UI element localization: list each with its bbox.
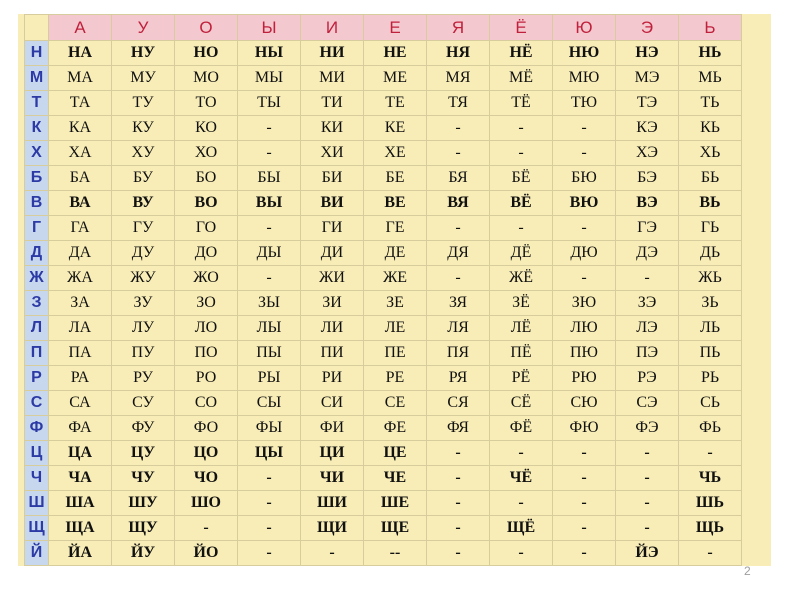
- syllable-cell: ШЬ: [679, 491, 742, 516]
- consonant-header: Щ: [25, 516, 49, 541]
- syllable-cell: МЫ: [238, 66, 301, 91]
- syllable-cell: СО: [175, 391, 238, 416]
- consonant-header: Б: [25, 166, 49, 191]
- syllable-cell: ТЭ: [616, 91, 679, 116]
- syllable-row: [25, 216, 742, 241]
- syllable-cell: ХЕ: [364, 141, 427, 166]
- syllable-cell: -: [238, 466, 301, 491]
- syllable-cell: -: [238, 491, 301, 516]
- consonant-header: Р: [25, 366, 49, 391]
- syllable-row: [25, 541, 742, 566]
- syllable-cell: ЗЁ: [490, 291, 553, 316]
- syllable-cell: ЗЭ: [616, 291, 679, 316]
- syllable-cell: -: [553, 466, 616, 491]
- vowel-header: Э: [616, 15, 679, 41]
- syllable-cell: БЮ: [553, 166, 616, 191]
- consonant-header: Д: [25, 241, 49, 266]
- syllable-cell: МА: [49, 66, 112, 91]
- syllable-row: [25, 341, 742, 366]
- syllable-row: [25, 391, 742, 416]
- consonant-header: Н: [25, 41, 49, 66]
- vowel-header: Е: [364, 15, 427, 41]
- consonant-header: Х: [25, 141, 49, 166]
- syllable-row: [25, 66, 742, 91]
- syllable-cell: -: [553, 116, 616, 141]
- syllable-cell: -: [238, 216, 301, 241]
- syllable-cell: ЩЕ: [364, 516, 427, 541]
- syllable-row: [25, 316, 742, 341]
- syllable-cell: ПИ: [301, 341, 364, 366]
- vowel-header-row: [25, 15, 742, 41]
- syllable-cell: МУ: [112, 66, 175, 91]
- syllable-cell: НЬ: [679, 41, 742, 66]
- syllable-cell: -: [490, 116, 553, 141]
- corner-cell: [25, 15, 49, 41]
- vowel-header: А: [49, 15, 112, 41]
- syllable-cell: СЕ: [364, 391, 427, 416]
- syllable-cell: ЦУ: [112, 441, 175, 466]
- syllable-cell: -: [427, 541, 490, 566]
- syllable-cell: ПО: [175, 341, 238, 366]
- syllable-cell: -: [427, 216, 490, 241]
- syllable-cell: ЧУ: [112, 466, 175, 491]
- syllable-cell: ДЫ: [238, 241, 301, 266]
- syllable-cell: МО: [175, 66, 238, 91]
- syllable-cell: ГА: [49, 216, 112, 241]
- syllable-cell: ДЬ: [679, 241, 742, 266]
- syllable-cell: РО: [175, 366, 238, 391]
- syllable-cell: БА: [49, 166, 112, 191]
- syllable-cell: -: [238, 116, 301, 141]
- syllable-cell: СЬ: [679, 391, 742, 416]
- syllable-cell: ФЬ: [679, 416, 742, 441]
- syllable-cell: -: [490, 441, 553, 466]
- syllable-cell: -: [238, 516, 301, 541]
- vowel-header: Ы: [238, 15, 301, 41]
- syllable-cell: -: [427, 491, 490, 516]
- syllable-cell: ПА: [49, 341, 112, 366]
- syllable-row: [25, 166, 742, 191]
- syllable-cell: ЖЕ: [364, 266, 427, 291]
- syllable-cell: ГО: [175, 216, 238, 241]
- consonant-header: Ж: [25, 266, 49, 291]
- syllable-cell: БЫ: [238, 166, 301, 191]
- syllable-cell: ВЬ: [679, 191, 742, 216]
- syllable-cell: КО: [175, 116, 238, 141]
- syllable-cell: РЁ: [490, 366, 553, 391]
- consonant-header: Ш: [25, 491, 49, 516]
- syllable-cell: -: [553, 441, 616, 466]
- syllable-cell: ФЭ: [616, 416, 679, 441]
- vowel-header: У: [112, 15, 175, 41]
- syllable-cell: СЫ: [238, 391, 301, 416]
- syllable-cell: ЧИ: [301, 466, 364, 491]
- vowel-header: И: [301, 15, 364, 41]
- syllable-cell: ЛА: [49, 316, 112, 341]
- syllable-cell: -: [679, 541, 742, 566]
- syllable-cell: МЕ: [364, 66, 427, 91]
- syllable-cell: МЮ: [553, 66, 616, 91]
- syllable-table: [24, 14, 742, 566]
- syllable-cell: КЭ: [616, 116, 679, 141]
- syllable-cell: ГЬ: [679, 216, 742, 241]
- syllable-cell: СИ: [301, 391, 364, 416]
- syllable-cell: ЖЁ: [490, 266, 553, 291]
- syllable-cell: НЕ: [364, 41, 427, 66]
- syllable-cell: ЗУ: [112, 291, 175, 316]
- syllable-cell: РЮ: [553, 366, 616, 391]
- syllable-cell: ЙУ: [112, 541, 175, 566]
- syllable-cell: НУ: [112, 41, 175, 66]
- syllable-cell: ХЬ: [679, 141, 742, 166]
- syllable-cell: ФЫ: [238, 416, 301, 441]
- syllable-cell: ГЕ: [364, 216, 427, 241]
- syllable-row: [25, 441, 742, 466]
- syllable-cell: ФИ: [301, 416, 364, 441]
- syllable-cell: РЭ: [616, 366, 679, 391]
- syllable-rows: [25, 41, 742, 566]
- syllable-cell: ГИ: [301, 216, 364, 241]
- consonant-header: Т: [25, 91, 49, 116]
- syllable-cell: КЕ: [364, 116, 427, 141]
- syllable-row: [25, 91, 742, 116]
- syllable-cell: ЧЁ: [490, 466, 553, 491]
- syllable-cell: РУ: [112, 366, 175, 391]
- syllable-cell: БЕ: [364, 166, 427, 191]
- syllable-cell: НЭ: [616, 41, 679, 66]
- syllable-cell: ТА: [49, 91, 112, 116]
- syllable-cell: -: [427, 141, 490, 166]
- syllable-cell: -: [616, 266, 679, 291]
- syllable-cell: -: [427, 516, 490, 541]
- syllable-cell: ТЫ: [238, 91, 301, 116]
- syllable-cell: ТУ: [112, 91, 175, 116]
- syllable-cell: -: [616, 491, 679, 516]
- syllable-cell: ПЫ: [238, 341, 301, 366]
- syllable-cell: ПЮ: [553, 341, 616, 366]
- syllable-cell: ХА: [49, 141, 112, 166]
- slide-number: 2: [744, 564, 751, 578]
- syllable-row: [25, 491, 742, 516]
- syllable-cell: ЛУ: [112, 316, 175, 341]
- syllable-row: [25, 291, 742, 316]
- syllable-cell: БЯ: [427, 166, 490, 191]
- syllable-cell: ТО: [175, 91, 238, 116]
- syllable-cell: СЁ: [490, 391, 553, 416]
- syllable-cell: ДЮ: [553, 241, 616, 266]
- syllable-cell: РА: [49, 366, 112, 391]
- syllable-cell: ЧО: [175, 466, 238, 491]
- syllable-cell: -: [427, 466, 490, 491]
- syllable-cell: ГУ: [112, 216, 175, 241]
- vowel-header: Ё: [490, 15, 553, 41]
- syllable-cell: ЩА: [49, 516, 112, 541]
- syllable-cell: -: [679, 441, 742, 466]
- syllable-cell: БЬ: [679, 166, 742, 191]
- syllable-row: [25, 116, 742, 141]
- syllable-cell: НЫ: [238, 41, 301, 66]
- syllable-cell: -: [490, 216, 553, 241]
- syllable-row: [25, 266, 742, 291]
- syllable-cell: ДЕ: [364, 241, 427, 266]
- syllable-cell: -: [616, 441, 679, 466]
- syllable-row: [25, 416, 742, 441]
- syllable-cell: ТЮ: [553, 91, 616, 116]
- syllable-cell: ЦЕ: [364, 441, 427, 466]
- vowel-header: О: [175, 15, 238, 41]
- syllable-cell: ЩУ: [112, 516, 175, 541]
- syllable-cell: ЖА: [49, 266, 112, 291]
- syllable-cell: ХУ: [112, 141, 175, 166]
- syllable-cell: ТЁ: [490, 91, 553, 116]
- syllable-cell: РЯ: [427, 366, 490, 391]
- syllable-cell: ДЯ: [427, 241, 490, 266]
- consonant-header: Л: [25, 316, 49, 341]
- syllable-sheet: [18, 14, 771, 566]
- syllable-cell: ДУ: [112, 241, 175, 266]
- syllable-cell: ША: [49, 491, 112, 516]
- syllable-cell: -: [616, 466, 679, 491]
- syllable-cell: ПЬ: [679, 341, 742, 366]
- syllable-cell: ЗЕ: [364, 291, 427, 316]
- syllable-cell: БЁ: [490, 166, 553, 191]
- syllable-cell: ФУ: [112, 416, 175, 441]
- syllable-cell: --: [364, 541, 427, 566]
- syllable-cell: ЧЬ: [679, 466, 742, 491]
- syllable-cell: БИ: [301, 166, 364, 191]
- consonant-header: М: [25, 66, 49, 91]
- syllable-cell: ПЕ: [364, 341, 427, 366]
- syllable-cell: НА: [49, 41, 112, 66]
- syllable-cell: МЬ: [679, 66, 742, 91]
- syllable-cell: ХО: [175, 141, 238, 166]
- syllable-cell: НИ: [301, 41, 364, 66]
- syllable-cell: РЬ: [679, 366, 742, 391]
- syllable-cell: ВИ: [301, 191, 364, 216]
- syllable-cell: ЛЭ: [616, 316, 679, 341]
- syllable-cell: СЭ: [616, 391, 679, 416]
- consonant-header: В: [25, 191, 49, 216]
- syllable-cell: ЧЕ: [364, 466, 427, 491]
- syllable-cell: БО: [175, 166, 238, 191]
- syllable-cell: -: [616, 516, 679, 541]
- syllable-cell: НЮ: [553, 41, 616, 66]
- syllable-cell: ДИ: [301, 241, 364, 266]
- syllable-cell: ФЯ: [427, 416, 490, 441]
- syllable-cell: ЗО: [175, 291, 238, 316]
- syllable-cell: РЕ: [364, 366, 427, 391]
- syllable-cell: ЩЁ: [490, 516, 553, 541]
- syllable-cell: СА: [49, 391, 112, 416]
- syllable-cell: КЬ: [679, 116, 742, 141]
- syllable-cell: ХЭ: [616, 141, 679, 166]
- syllable-cell: -: [238, 541, 301, 566]
- syllable-cell: -: [553, 216, 616, 241]
- syllable-row: [25, 41, 742, 66]
- syllable-cell: -: [175, 516, 238, 541]
- vowel-header: Я: [427, 15, 490, 41]
- syllable-cell: ЦИ: [301, 441, 364, 466]
- syllable-row: [25, 241, 742, 266]
- syllable-cell: ЗЫ: [238, 291, 301, 316]
- consonant-header: Ц: [25, 441, 49, 466]
- syllable-cell: -: [427, 116, 490, 141]
- syllable-cell: -: [301, 541, 364, 566]
- syllable-cell: -: [553, 516, 616, 541]
- syllable-cell: ТЬ: [679, 91, 742, 116]
- consonant-header: П: [25, 341, 49, 366]
- syllable-cell: ЛЯ: [427, 316, 490, 341]
- syllable-cell: СЮ: [553, 391, 616, 416]
- syllable-cell: ЛО: [175, 316, 238, 341]
- syllable-cell: ЖО: [175, 266, 238, 291]
- syllable-cell: -: [553, 491, 616, 516]
- syllable-cell: ВО: [175, 191, 238, 216]
- syllable-cell: ЩИ: [301, 516, 364, 541]
- syllable-cell: ЛИ: [301, 316, 364, 341]
- syllable-cell: -: [553, 141, 616, 166]
- syllable-cell: КУ: [112, 116, 175, 141]
- syllable-cell: НЁ: [490, 41, 553, 66]
- syllable-cell: ЗЬ: [679, 291, 742, 316]
- syllable-cell: ДЁ: [490, 241, 553, 266]
- syllable-cell: ВЕ: [364, 191, 427, 216]
- syllable-cell: ЖЬ: [679, 266, 742, 291]
- consonant-header: Г: [25, 216, 49, 241]
- syllable-cell: ФЕ: [364, 416, 427, 441]
- syllable-row: [25, 466, 742, 491]
- syllable-cell: ХИ: [301, 141, 364, 166]
- syllable-row: [25, 516, 742, 541]
- syllable-cell: ДО: [175, 241, 238, 266]
- syllable-cell: ЗЮ: [553, 291, 616, 316]
- syllable-cell: ЦА: [49, 441, 112, 466]
- syllable-cell: ВЫ: [238, 191, 301, 216]
- syllable-cell: ЦЫ: [238, 441, 301, 466]
- syllable-cell: ВУ: [112, 191, 175, 216]
- consonant-header: Й: [25, 541, 49, 566]
- syllable-cell: ФЮ: [553, 416, 616, 441]
- consonant-header: Ф: [25, 416, 49, 441]
- syllable-cell: ШИ: [301, 491, 364, 516]
- syllable-cell: ШУ: [112, 491, 175, 516]
- syllable-cell: КИ: [301, 116, 364, 141]
- syllable-cell: ВА: [49, 191, 112, 216]
- syllable-cell: -: [553, 266, 616, 291]
- syllable-cell: ПУ: [112, 341, 175, 366]
- syllable-cell: ПЭ: [616, 341, 679, 366]
- syllable-cell: ВЯ: [427, 191, 490, 216]
- consonant-header: С: [25, 391, 49, 416]
- syllable-cell: ФА: [49, 416, 112, 441]
- syllable-cell: ЦО: [175, 441, 238, 466]
- syllable-cell: МЭ: [616, 66, 679, 91]
- syllable-cell: -: [238, 141, 301, 166]
- syllable-cell: ШО: [175, 491, 238, 516]
- syllable-cell: НЯ: [427, 41, 490, 66]
- syllable-cell: -: [490, 541, 553, 566]
- syllable-cell: МИ: [301, 66, 364, 91]
- syllable-cell: -: [490, 491, 553, 516]
- syllable-cell: МЯ: [427, 66, 490, 91]
- syllable-cell: ЛЁ: [490, 316, 553, 341]
- syllable-cell: ВЁ: [490, 191, 553, 216]
- syllable-cell: ЗИ: [301, 291, 364, 316]
- syllable-cell: ЖУ: [112, 266, 175, 291]
- vowel-header: Ь: [679, 15, 742, 41]
- syllable-cell: РИ: [301, 366, 364, 391]
- syllable-cell: ТЕ: [364, 91, 427, 116]
- syllable-cell: СЯ: [427, 391, 490, 416]
- syllable-cell: ЛЫ: [238, 316, 301, 341]
- syllable-cell: ВЮ: [553, 191, 616, 216]
- syllable-cell: ТИ: [301, 91, 364, 116]
- vowel-header: Ю: [553, 15, 616, 41]
- syllable-cell: ЗА: [49, 291, 112, 316]
- syllable-row: [25, 141, 742, 166]
- syllable-cell: ЩЬ: [679, 516, 742, 541]
- syllable-cell: БУ: [112, 166, 175, 191]
- syllable-cell: РЫ: [238, 366, 301, 391]
- syllable-cell: БЭ: [616, 166, 679, 191]
- syllable-cell: ЙЭ: [616, 541, 679, 566]
- syllable-cell: ЧА: [49, 466, 112, 491]
- syllable-cell: ФО: [175, 416, 238, 441]
- syllable-cell: ДА: [49, 241, 112, 266]
- consonant-header: З: [25, 291, 49, 316]
- syllable-cell: ДЭ: [616, 241, 679, 266]
- syllable-cell: ТЯ: [427, 91, 490, 116]
- syllable-cell: КА: [49, 116, 112, 141]
- syllable-cell: ФЁ: [490, 416, 553, 441]
- syllable-cell: -: [238, 266, 301, 291]
- syllable-cell: ГЭ: [616, 216, 679, 241]
- syllable-cell: -: [553, 541, 616, 566]
- syllable-cell: ПЁ: [490, 341, 553, 366]
- syllable-cell: -: [490, 141, 553, 166]
- syllable-cell: -: [427, 266, 490, 291]
- syllable-cell: ЛЕ: [364, 316, 427, 341]
- syllable-cell: -: [427, 441, 490, 466]
- syllable-cell: ШЕ: [364, 491, 427, 516]
- syllable-cell: ЙА: [49, 541, 112, 566]
- syllable-cell: ЙО: [175, 541, 238, 566]
- syllable-cell: ЖИ: [301, 266, 364, 291]
- syllable-row: [25, 366, 742, 391]
- consonant-header: Ч: [25, 466, 49, 491]
- syllable-cell: ВЭ: [616, 191, 679, 216]
- syllable-cell: МЁ: [490, 66, 553, 91]
- syllable-cell: НО: [175, 41, 238, 66]
- consonant-header: К: [25, 116, 49, 141]
- syllable-cell: СУ: [112, 391, 175, 416]
- syllable-cell: ЛЬ: [679, 316, 742, 341]
- syllable-row: [25, 191, 742, 216]
- syllable-cell: ЗЯ: [427, 291, 490, 316]
- syllable-cell: ЛЮ: [553, 316, 616, 341]
- syllable-cell: ПЯ: [427, 341, 490, 366]
